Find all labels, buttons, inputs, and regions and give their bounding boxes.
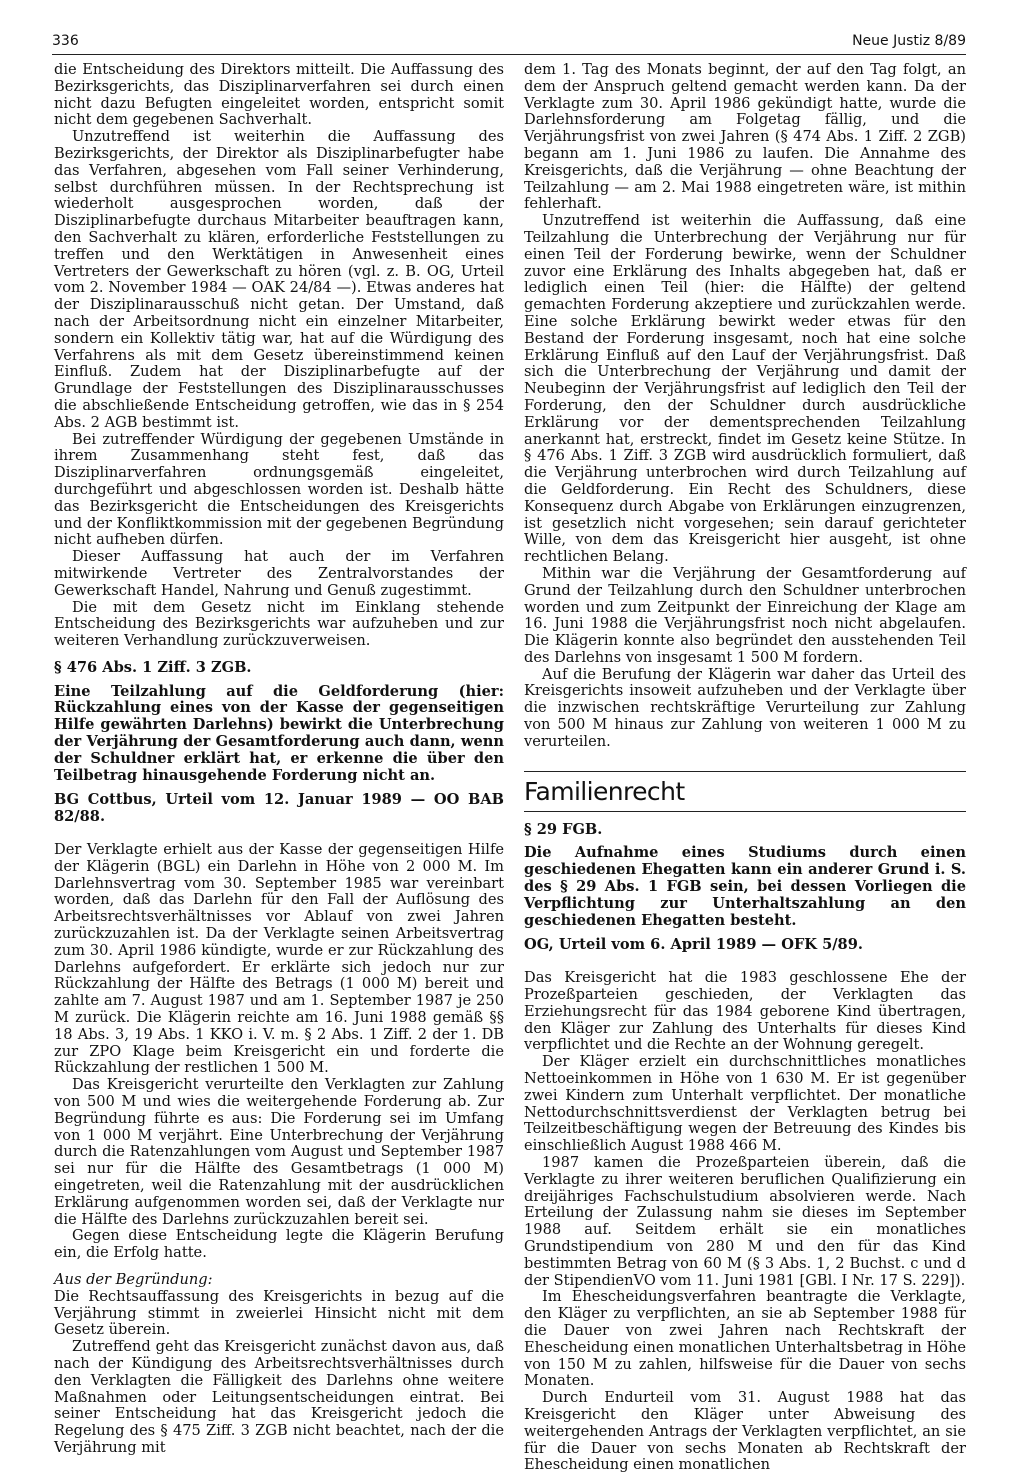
paragraph: die Entscheidung des Direktors mitteilt. Die Auffassung des Bezirksgerichts, das Disziplinarverfahren sei durch einen nicht dazu Befugten eingeleitet worden, entspricht somit nicht dem gegebenen Sachverhalt. [54, 61, 504, 129]
paragraph: Das Kreisgericht verurteilte den Verklagten zur Zahlung von 500 M und wies die weitergehende Forderung ab. Zur Begründung führte es aus: Die Forderung sei im Umfang von 1 000 M verjährt. Eine Unterbrechung der Verjährung durch die Ratenzahlungen vom August und September 1987 sei nur für die Hälfte des Gesamtbetrags (1 000 M) eingetreten, weil die Ratenzahlung mit der ausdrücklichen Erklärung aufgenommen worden sei, daß der Verklagte nur die Hälfte des Darlehns zurückzuzahlen bereit sei. [54, 1076, 504, 1228]
paragraph: Im Ehescheidungsverfahren beantragte die Verklagte, den Kläger zu verpflichten, an sie ab September 1988 für die Dauer von zwei Jahren nach Rechtskraft der Ehescheidung einen monatlichen Unterhaltsbetrag in Höhe von 150 M zu zahlen, hilfsweise für die Dauer von sechs Monaten. [524, 1288, 966, 1390]
paragraph: Die Rechtsauffassung des Kreisgerichts in bezug auf die Verjährung stimmt in zweierlei Hinsicht nicht mit dem Gesetz überein. [54, 1287, 504, 1339]
paragraph: Der Verklagte erhielt aus der Kasse der gegenseitigen Hilfe der Klägerin (BGL) ein Darlehn in Höhe von 2 000 M. Im Darlehnsvertrag vom 30. September 1985 war vereinbart worden, daß das Darlehn für den Fall der Auflösung des Arbeitsrechtsverhältnisses vor Ablauf von zwei Jahren zurückzuzahlen ist. Da der Verklagte seinen Arbeitsvertrag zum 30. April 1986 kündigte, wurde er zur Rückzahlung des Darlehns aufgefordert. Er erklärte sich jedoch nur zur Rückzahlung der Hälfte des Betrags (1 000 M) bereit und zahlte am 7. August 1987 und am 1. September 1987 je 250 M zurück. Die Klägerin reichte am 16. Juni 1988 gemäß §§ 18 Abs. 3, 19 Abs. 1 KKO i. V. m. § 2 Abs. 1 Ziff. 2 der 1. DB zur ZPO Klage beim Kreisgericht ein und forderte die Rückzahlung der restlichen 1 500 M. [54, 841, 504, 1077]
header-rule [52, 54, 966, 55]
case-court: BG Cottbus, Urteil vom 12. Januar 1989 — OO BAB 82/88. [54, 791, 504, 826]
paragraph: Das Kreisgericht hat die 1983 geschlossene Ehe der Prozeßparteien geschieden, der Verklagten das Erziehungsrecht für das 1984 geborene Kind übertragen, den Kläger zur Zahlung des Unterhalts für dieses Kind verpflichtet und die Rechte an der Wohnung geregelt. [524, 969, 966, 1054]
section-rule [524, 811, 966, 812]
paragraph: Der Kläger erzielt ein durchschnittliches monatliches Nettoeinkommen in Höhe von 1 630 M. Er ist gegenüber zwei Kindern zum Unterhalt verpflichtet. Der monatliche Nettodurchschnittsverdienst der Verklagten betrug bei Teilzeitbeschäftigung wegen der Betreuung des Kindes bis einschließlich August 1988 466 M. [524, 1053, 966, 1155]
paragraph: Die mit dem Gesetz nicht im Einklang stehende Entscheidung des Bezirksgerichts war aufzuheben und zur weiteren Verhandlung zurückzuverweisen. [54, 598, 504, 650]
case-heading: § 476 Abs. 1 Ziff. 3 ZGB. [54, 658, 252, 676]
paragraph: Gegen diese Entscheidung legte die Klägerin Berufung ein, die Erfolg hatte. [54, 1227, 504, 1262]
paragraph: Durch Endurteil vom 31. August 1988 hat das Kreisgericht den Kläger unter Abweisung des weitergehenden Antrags der Verklagten verpflichtet, an sie für die Dauer von sechs Monaten ab Rechtskraft der Ehescheidung einen monatlichen [524, 1389, 966, 1474]
case-heading: § 29 FGB. [524, 820, 603, 838]
paragraph: dem 1. Tag des Monats beginnt, der auf den Tag folgt, an dem der Anspruch geltend gemacht werden kann. Da der Verklagte zum 30. April 1986 gekündigt hatte, wurde die Darlehnsforderung am Folgetag fällig, und die Verjährungsfrist von zwei Jahren (§ 474 Abs. 1 Ziff. 2 ZGB) begann am 1. Juni 1986 zu laufen. Die Annahme des Kreisgerichts, daß die Verjährung — ohne Beachtung der Teilzahlung — am 2. Mai 1988 eingetreten wäre, ist mithin fehlerhaft. [524, 61, 966, 213]
case-summary: Eine Teilzahlung auf die Geldforderung (hier: Rückzahlung eines von der Kasse der gegenseitigen Hilfe gewährten Darlehns) bewirkt die Unterbrechung der Verjährung der Gesamtforderung auch dann, wenn der Schuldner erklärt hat, er erkenne die über den Teilbetrag hinausgehende Forderung nicht an. [54, 682, 504, 784]
page-header [52, 33, 966, 53]
case-court: OG, Urteil vom 6. April 1989 — OFK 5/89. [524, 936, 863, 954]
grounds-heading: Aus der Begründung: [54, 1270, 213, 1288]
left-column [54, 62, 504, 1457]
paragraph: Mithin war die Verjährung der Gesamtforderung auf Grund der Teilzahlung durch den Schuldner unterbrochen worden und zum Zeitpunkt der Einreichung der Klage am 16. Juni 1988 die Verjährungsfrist noch nicht abgelaufen. Die Klägerin konnte also begründet den ausstehenden Teil des Darlehns von insgesamt 1 500 M fordern. [524, 564, 966, 666]
case-summary: Die Aufnahme eines Studiums durch einen geschiedenen Ehegatten kann ein anderer Grund i. S. des § 29 Abs. 1 FGB sein, bei dessen Vorliegen die Verpflichtung zur Unterhaltszahlung an den geschiedenen Ehegatten besteht. [524, 844, 966, 929]
page-number: 336 [52, 33, 79, 49]
paragraph: 1987 kamen die Prozeßparteien überein, daß die Verklagte zu ihrer weiteren beruflichen Qualifizierung ein dreijähriges Fachschulstudium absolvieren werde. Nach Erteilung der Zulassung nahm sie dieses im September 1988 auf. Seitdem erhält sie ein monatliches Grundstipendium von 280 M und den für das Kind bestimmten Betrag von 60 M (§ 3 Abs. 1, 2 Buchst. c und d der StipendienVO vom 11. Juni 1981 [GBl. I Nr. 17 S. 229]). [524, 1154, 966, 1289]
spacer [54, 826, 504, 842]
paragraph: Dieser Auffassung hat auch der im Verfahren mitwirkende Vertreter des Zentralvorstandes der Gewerkschaft Handel, Nahrung und Genuß zugestimmt. [54, 548, 504, 599]
paragraph: Auf die Berufung der Klägerin war daher das Urteil des Kreisgerichts insoweit aufzuheben und der Verklagte über die inzwischen rechtskräftige Verurteilung zur Zahlung von 500 M hinaus zur Zahlung von weiteren 1 000 M zu verurteilen. [524, 665, 966, 750]
paragraph: Unzutreffend ist weiterhin die Auffassung, daß eine Teilzahlung die Unterbrechung der Verjährung nur für einen Teil der Forderung bewirke, wenn der Schuldner zuvor eine Erklärung des Inhalts abgegeben hat, daß er lediglich einen Teil (hier: die Hälfte) der geltend gemachten Forderung akzeptiere und zurückzahlen werde. Eine solche Erklärung bewirkt weder etwas für den Bestand der Forderung insgesamt, noch hat eine solche Erklärung Einfluß auf den Lauf der Verjährungsfrist. Daß sich die Unterbrechung der Verjährung und damit der Neubeginn der Verjährungsfrist auf lediglich den Teil der Forderung, den der Schuldner durch ausdrückliche Erklärung vor der dementsprechenden Teilzahlung anerkannt hat, erstreckt, findet im Gesetz keine Stütze. In § 476 Abs. 1 Ziff. 3 ZGB wird ausdrücklich formuliert, daß die Verjährung unterbrochen wird durch Teilzahlung auf die Geldforderung. Ein Recht des Schuldners, diese Konsequenz durch Abgabe von Erklärungen einzugrenzen, ist gesetzlich nicht vorgesehen; sein darauf gerichteter Wille, von dem das Kreisgericht hier ausgeht, ist ohne rechtlichen Belang. [524, 212, 966, 566]
spacer [524, 954, 966, 970]
journal-issue: Neue Justiz 8/89 [852, 33, 966, 49]
paragraph: Zutreffend geht das Kreisgericht zunächst davon aus, daß nach der Kündigung des Arbeitsrechtsverhältnisses durch den Verklagten die Fälligkeit des Darlehns ohne weitere Maßnahmen oder Leitungsentscheidungen eintrat. Bei seiner Entscheidung hat das Kreisgericht jedoch die Regelung des § 475 Ziff. 3 ZGB nicht beachtet, nach der die Verjährung mit [54, 1338, 504, 1456]
paragraph: Unzutreffend ist weiterhin die Auffassung des Bezirksgerichts, der Direktor als Disziplinarbefugter habe das Verfahren, abgesehen vom Fall seiner Verhinderung, selbst durchführen müssen. In der Rechtsprechung ist wiederholt ausgesprochen worden, daß der Disziplinarbefugte durchaus Mitarbeiter beauftragen kann, den Sachverhalt zu klären, erforderliche Feststellungen zu treffen und den Werktätigen in Anwesenheit eines Vertreters der Gewerkschaft zu hören (vgl. z. B. OG, Urteil vom 2. November 1984 — OAK 24/84 —). Etwas anderes hat der Disziplinarausschuß nicht getan. Der Umstand, daß nach der Arbeitsordnung nicht ein einzelner Mitarbeiter, sondern ein Kollektiv tätig war, hat auf die Würdigung des Verfahrens als mit dem Gesetz übereinstimmend keinen Einfluß. Zudem hat der Disziplinarbefugte auf der Grundlage der Feststellungen des Disziplinarausschusses die abschließende Entscheidung getroffen, wie das in § 254 Abs. 2 AGB bestimmt ist. [54, 128, 504, 431]
right-column [524, 62, 966, 1474]
paragraph: Bei zutreffender Würdigung der gegebenen Umstände in ihrem Zusammenhang steht fest, daß das Disziplinarverfahren ordnungsgemäß eingeleitet, durchgeführt und abgeschlossen worden ist. Deshalb hätte das Bezirksgericht die Entscheidungen des Kreisgerichts und der Konfliktkommission mit der gegebenen Begründung nicht aufheben dürfen. [54, 430, 504, 549]
section-title: Familienrecht [524, 776, 685, 806]
section-rule [524, 771, 966, 772]
